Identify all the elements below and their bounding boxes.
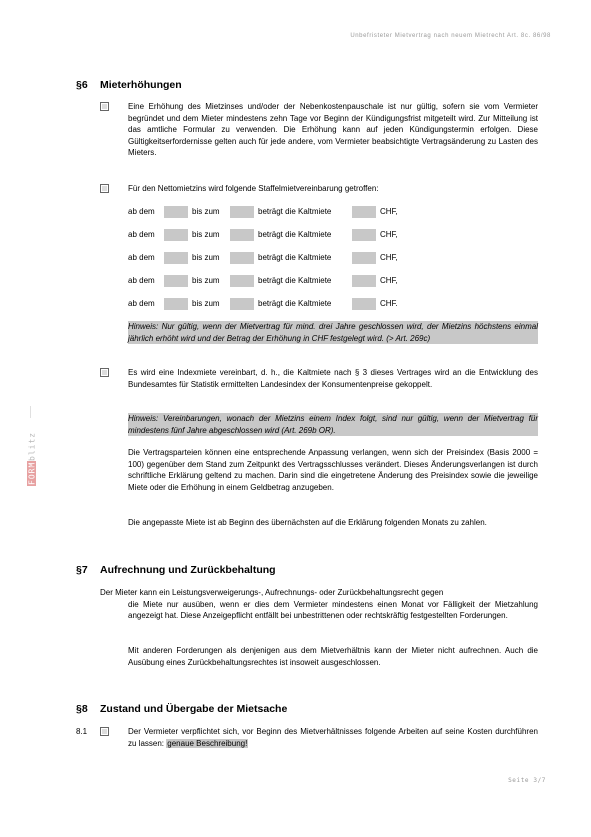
s8-paragraph-1-text: Der Vermieter verpflichtet sich, vor Beginn des Mietverhältnisses folgende Arbeiten auf seine Kosten durchführen zu lassen: [128, 727, 538, 748]
s6-paragraph-1: Eine Erhöhung des Mietzinses und/oder der Nebenkostenpauschale ist nur gültig, sofern sie vom Vermieter begründet und dem Mieter mindestens zehn Tage vor Beginn der Kündigungsfrist mitgeteilt wird. Zur Mitteilung ist das amtliche Formular zu verwenden. Die Erhöhung kann auf jeden Kündigungstermin erfolgen. Diese Gültigkeitserfordernisse gelten auch für jede andere, vom Vermieter beabsichtigte Vertragsänderung zu Lasten des Mieters. [128, 102, 538, 158]
margin-marker [30, 406, 31, 418]
section-8-number: §8 [76, 703, 88, 715]
s6-paragraph-staffel-intro: Für den Nettomietzins wird folgende Staffelmietvereinbarung getroffen: [128, 184, 379, 193]
date-to-field[interactable] [230, 229, 254, 241]
page-number: Seite 3/7 [508, 777, 546, 784]
staffel-row [128, 229, 548, 241]
label-ab-dem: ab dem [128, 207, 155, 216]
s6-paragraph-angepasste-miete: Die angepasste Miete ist ab Beginn des übernächsten auf die Erklärung folgenden Monats zu zahlen. [128, 518, 487, 527]
label-ab-dem: ab dem [128, 253, 155, 262]
label-chf: CHF, [380, 207, 398, 216]
label-bis-zum: bis zum [192, 299, 220, 308]
date-from-field[interactable] [164, 298, 188, 310]
amount-field[interactable] [352, 252, 376, 264]
s6-paragraph-indexmiete: Es wird eine Indexmiete vereinbart, d. h., die Kaltmiete nach § 3 dieses Vertrages wird an die Entwicklung des Bundesamtes für Statistik ermittelten Landesindex der Konsumentenpreise gekoppelt. [128, 368, 538, 389]
checkbox-arbeiten[interactable] [100, 727, 109, 736]
amount-field[interactable] [352, 275, 376, 287]
label-chf: CHF, [380, 230, 398, 239]
description-field[interactable]: genaue Beschreibung! [167, 738, 248, 748]
amount-field[interactable] [352, 298, 376, 310]
label-bis-zum: bis zum [192, 207, 220, 216]
staffel-row [128, 252, 548, 264]
staffel-row [128, 298, 548, 310]
label-kaltmiete: beträgt die Kaltmiete [258, 253, 332, 262]
s8-paragraph-1 [128, 726, 538, 749]
label-kaltmiete: beträgt die Kaltmiete [258, 299, 332, 308]
checkbox-indexmiete[interactable] [100, 368, 109, 377]
staffel-row [128, 275, 548, 287]
section-7-title: Aufrechnung und Zurückbehaltung [100, 564, 276, 576]
hint-staffelmiete: Hinweis: Nur gültig, wenn der Mietvertrag für mind. drei Jahre geschlossen wird, der Mietzins höchstens einmal jährlich erhöht wird und der Betrag der Erhöhung in CHF festgelegt wird. (> Art. 269c) [128, 322, 538, 343]
label-chf: CHF. [380, 299, 398, 308]
logo-text-form: FORM [27, 461, 37, 485]
label-kaltmiete: beträgt die Kaltmiete [258, 230, 332, 239]
date-to-field[interactable] [230, 275, 254, 287]
date-to-field[interactable] [230, 298, 254, 310]
staffel-row [128, 206, 548, 218]
label-chf: CHF, [380, 253, 398, 262]
amount-field[interactable] [352, 206, 376, 218]
section-6-title: Mieterhöhungen [100, 79, 182, 91]
label-bis-zum: bis zum [192, 276, 220, 285]
formblitz-logo [26, 418, 38, 486]
checkbox-mieterhoehung[interactable] [100, 102, 109, 111]
label-bis-zum: bis zum [192, 253, 220, 262]
label-kaltmiete: beträgt die Kaltmiete [258, 207, 332, 216]
label-ab-dem: ab dem [128, 230, 155, 239]
logo-text-blitz: blitz [27, 431, 37, 461]
label-kaltmiete: beträgt die Kaltmiete [258, 276, 332, 285]
item-number-8-1: 8.1 [76, 727, 88, 736]
s7-paragraph-2: Mit anderen Forderungen als denjenigen aus dem Mietverhältnis kann der Mieter nicht aufrechnen. Auch die Ausübung eines Zurückbehaltungsrechtes ist insoweit ausgeschlossen. [128, 646, 538, 667]
date-to-field[interactable] [230, 206, 254, 218]
date-from-field[interactable] [164, 252, 188, 264]
section-6-number: §6 [76, 79, 88, 91]
date-from-field[interactable] [164, 206, 188, 218]
section-7-number: §7 [76, 564, 88, 576]
hint-indexmiete: Hinweis: Vereinbarungen, wonach der Mietzins einem Index folgt, sind nur gültig, wenn der Mietvertrag für mindestens fünf Jahre abgeschlossen wird (Art. 269b OR). [128, 414, 538, 435]
date-to-field[interactable] [230, 252, 254, 264]
label-ab-dem: ab dem [128, 276, 155, 285]
checkbox-staffelmiete[interactable] [100, 184, 109, 193]
s6-paragraph-anpassung: Die Vertragsparteien können eine entsprechende Anpassung verlangen, wenn sich der Preisindex (Basis 2000 = 100) gegenüber dem Stand zum Zeitpunkt des Vertragsschlusses verändert. Dieses Änderungsverlangen ist durch schriftliche Erklärung geltend zu machen. Darin sind die eingetretene Änderung des Preisindex sowie die jeweilige Miete oder die Erhöhung in einem Geldbetrag anzugeben. [128, 448, 538, 492]
s7-paragraph-1-first-line: Der Mieter kann ein Leistungsverweigerungs-, Aufrechnungs- oder Zurückbehaltungsrecht gegen [100, 588, 444, 597]
label-chf: CHF, [380, 276, 398, 285]
section-8-title: Zustand und Übergabe der Mietsache [100, 703, 288, 715]
amount-field[interactable] [352, 229, 376, 241]
document-header: Unbefristeter Mietvertrag nach neuem Mietrecht Art. 8c. 86/98 [350, 33, 551, 39]
date-from-field[interactable] [164, 275, 188, 287]
label-bis-zum: bis zum [192, 230, 220, 239]
date-from-field[interactable] [164, 229, 188, 241]
label-ab-dem: ab dem [128, 299, 155, 308]
s7-paragraph-1: die Miete nur ausüben, wenn er dies dem Vermieter mindestens einen Monat vor Fälligkeit der Mietzahlung angezeigt hat. Diese Anzeigepflicht entfällt bei unbestrittenen oder rechtskräftig festgestellten Forderungen. [128, 599, 538, 621]
